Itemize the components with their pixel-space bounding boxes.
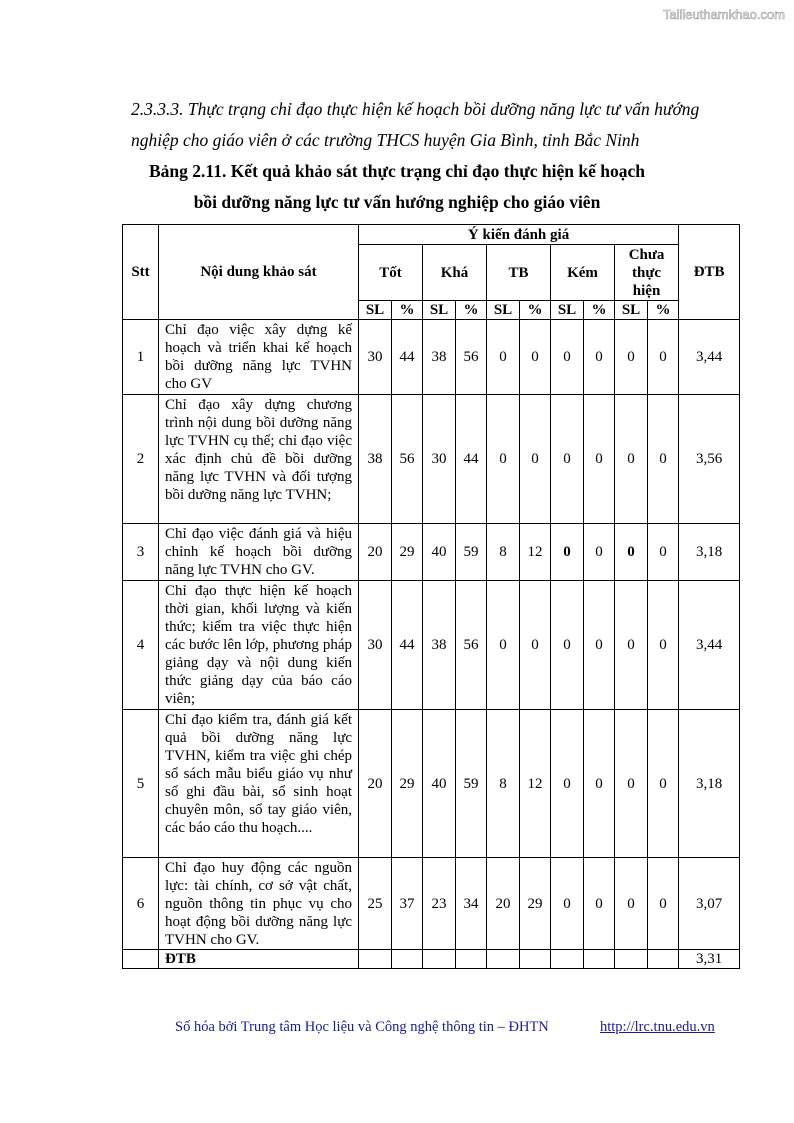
row-value: 30: [359, 581, 392, 710]
row-value: 34: [456, 858, 487, 950]
header-opinion: Ý kiến đánh giá: [359, 225, 679, 245]
row-stt: 1: [123, 320, 159, 395]
row-value: 59: [456, 524, 487, 581]
table-row: [123, 395, 740, 524]
row-value: 40: [423, 710, 456, 858]
row-value: 12: [520, 524, 551, 581]
row-value: 38: [423, 320, 456, 395]
row-value: 0: [551, 524, 584, 581]
header-group-tot: Tốt: [359, 245, 423, 301]
row-value: 56: [456, 320, 487, 395]
row-value: 44: [392, 320, 423, 395]
header-stt: Stt: [123, 225, 159, 320]
row-value: 0: [648, 858, 679, 950]
row-value: 0: [648, 710, 679, 858]
row-dtb: 3,18: [679, 524, 740, 581]
row-value: 0: [584, 581, 615, 710]
row-value: 0: [551, 581, 584, 710]
row-dtb: 3,07: [679, 858, 740, 950]
header-dtb: ĐTB: [679, 225, 740, 320]
total-empty: [551, 950, 584, 969]
row-content: Chỉ đạo việc xây dựng kế hoạch và triển khai kế hoạch bồi dưỡng năng lực TVHN cho GV: [159, 320, 359, 395]
row-value: 56: [392, 395, 423, 524]
header-pct: %: [520, 301, 551, 320]
row-value: 0: [551, 710, 584, 858]
row-value: 12: [520, 710, 551, 858]
row-value: 44: [456, 395, 487, 524]
header-sl: SL: [615, 301, 648, 320]
row-value: 0: [615, 710, 648, 858]
row-value: 0: [615, 524, 648, 581]
row-value: 8: [487, 710, 520, 858]
table-row: [123, 858, 740, 950]
header-group-kha: Khá: [423, 245, 487, 301]
row-value: 20: [487, 858, 520, 950]
header-group-tb: TB: [487, 245, 551, 301]
row-content: Chỉ đạo xây dựng chương trình nội dung bồi dưỡng năng lực TVHN cụ thể; chỉ đạo việc xác định chủ đề bồi dưỡng năng lực TVHN và đối tượng bồi dưỡng năng lực TVHN;: [159, 395, 359, 524]
header-sl: SL: [487, 301, 520, 320]
row-value: 0: [520, 320, 551, 395]
total-empty: [456, 950, 487, 969]
row-value: 30: [359, 320, 392, 395]
header-sl: SL: [423, 301, 456, 320]
row-value: 29: [520, 858, 551, 950]
row-content: Chỉ đạo thực hiện kế hoạch thời gian, khối lượng và kiến thức; kiểm tra việc thực hiện các bước lên lớp, phương pháp giảng dạy và nội dung kiến thức giảng dạy của báo cáo viên;: [159, 581, 359, 710]
row-value: 29: [392, 524, 423, 581]
header-group-kem: Kém: [551, 245, 615, 301]
total-stt: [123, 950, 159, 969]
row-stt: 6: [123, 858, 159, 950]
table-row: [123, 320, 740, 395]
table-title-line-2: bồi dưỡng năng lực tư vấn hướng nghiệp cho giáo viên: [193, 192, 601, 212]
row-value: 20: [359, 524, 392, 581]
table-title-line-1: Bảng 2.11. Kết quả khảo sát thực trạng chỉ đạo thực hiện kế hoạch: [149, 161, 645, 181]
row-value: 25: [359, 858, 392, 950]
row-value: 0: [551, 395, 584, 524]
watermark: Tailieuthamkhao.com: [662, 7, 785, 22]
row-value: 0: [648, 395, 679, 524]
row-value: 0: [487, 320, 520, 395]
row-value: 20: [359, 710, 392, 858]
row-value: 0: [520, 395, 551, 524]
row-stt: 2: [123, 395, 159, 524]
row-value: 0: [615, 858, 648, 950]
total-label: ĐTB: [159, 950, 359, 969]
row-value: 40: [423, 524, 456, 581]
row-stt: 3: [123, 524, 159, 581]
table-row: [123, 581, 740, 710]
row-value: 23: [423, 858, 456, 950]
row-value: 59: [456, 710, 487, 858]
row-value: 0: [487, 395, 520, 524]
header-pct: %: [584, 301, 615, 320]
row-value: 30: [423, 395, 456, 524]
total-empty: [423, 950, 456, 969]
header-sl: SL: [359, 301, 392, 320]
row-value: 29: [392, 710, 423, 858]
row-value: 0: [648, 320, 679, 395]
survey-table: [122, 224, 740, 969]
row-value: 0: [615, 581, 648, 710]
total-dtb: 3,31: [679, 950, 740, 969]
section-heading: 2.3.3.3. Thực trạng chỉ đạo thực hiện kế hoạch bồi dưỡng năng lực tư vấn hướng nghiệp cho giáo viên ở các trường THCS huyện Gia Bình, tỉnh Bắc Ninh: [131, 99, 700, 150]
footer-digitized-by: Số hóa bởi Trung tâm Học liệu và Công nghệ thông tin – ĐHTN: [175, 1019, 549, 1035]
header-pct: %: [648, 301, 679, 320]
header-sl: SL: [551, 301, 584, 320]
row-value: 0: [584, 524, 615, 581]
row-stt: 4: [123, 581, 159, 710]
row-value: 0: [520, 581, 551, 710]
table-row: [123, 710, 740, 858]
row-value: 44: [392, 581, 423, 710]
header-group-chua-thuc-hien: Chưa thực hiện: [615, 245, 679, 301]
row-dtb: 3,44: [679, 320, 740, 395]
row-dtb: 3,56: [679, 395, 740, 524]
row-content: Chỉ đạo huy động các nguồn lực: tài chính, cơ sở vật chất, nguồn thông tin phục vụ cho hoạt động bồi dưỡng năng lực TVHN cho GV.: [159, 858, 359, 950]
total-empty: [648, 950, 679, 969]
total-empty: [615, 950, 648, 969]
header-pct: %: [392, 301, 423, 320]
row-value: 37: [392, 858, 423, 950]
row-dtb: 3,18: [679, 710, 740, 858]
row-value: 0: [487, 581, 520, 710]
table-title: [100, 156, 694, 218]
total-row: [123, 950, 740, 969]
total-empty: [392, 950, 423, 969]
row-stt: 5: [123, 710, 159, 858]
footer-link[interactable]: http://lrc.tnu.edu.vn: [600, 1019, 715, 1035]
row-value: 0: [584, 858, 615, 950]
row-value: 0: [648, 524, 679, 581]
row-value: 0: [584, 395, 615, 524]
row-value: 0: [615, 395, 648, 524]
row-value: 8: [487, 524, 520, 581]
total-empty: [487, 950, 520, 969]
total-empty: [520, 950, 551, 969]
row-value: 0: [615, 320, 648, 395]
row-value: 0: [551, 858, 584, 950]
table-row: [123, 524, 740, 581]
row-value: 38: [359, 395, 392, 524]
row-value: 38: [423, 581, 456, 710]
row-value: 0: [648, 581, 679, 710]
row-dtb: 3,44: [679, 581, 740, 710]
row-value: 0: [584, 710, 615, 858]
row-value: 0: [551, 320, 584, 395]
total-empty: [584, 950, 615, 969]
row-content: Chỉ đạo việc đánh giá và hiệu chỉnh kế hoạch bồi dưỡng năng lực TVHN cho GV.: [159, 524, 359, 581]
header-content: Nội dung khảo sát: [159, 225, 359, 320]
row-value: 0: [584, 320, 615, 395]
total-empty: [359, 950, 392, 969]
row-value: 56: [456, 581, 487, 710]
header-pct: %: [456, 301, 487, 320]
row-content: Chỉ đạo kiểm tra, đánh giá kết quả bồi dưỡng năng lực TVHN, kiểm tra việc ghi chép sổ sách mẫu biểu giáo vụ như sổ ghi đầu bài, sổ sinh hoạt chuyên môn, sổ tay giáo viên, các báo cáo thu hoạch....: [159, 710, 359, 858]
